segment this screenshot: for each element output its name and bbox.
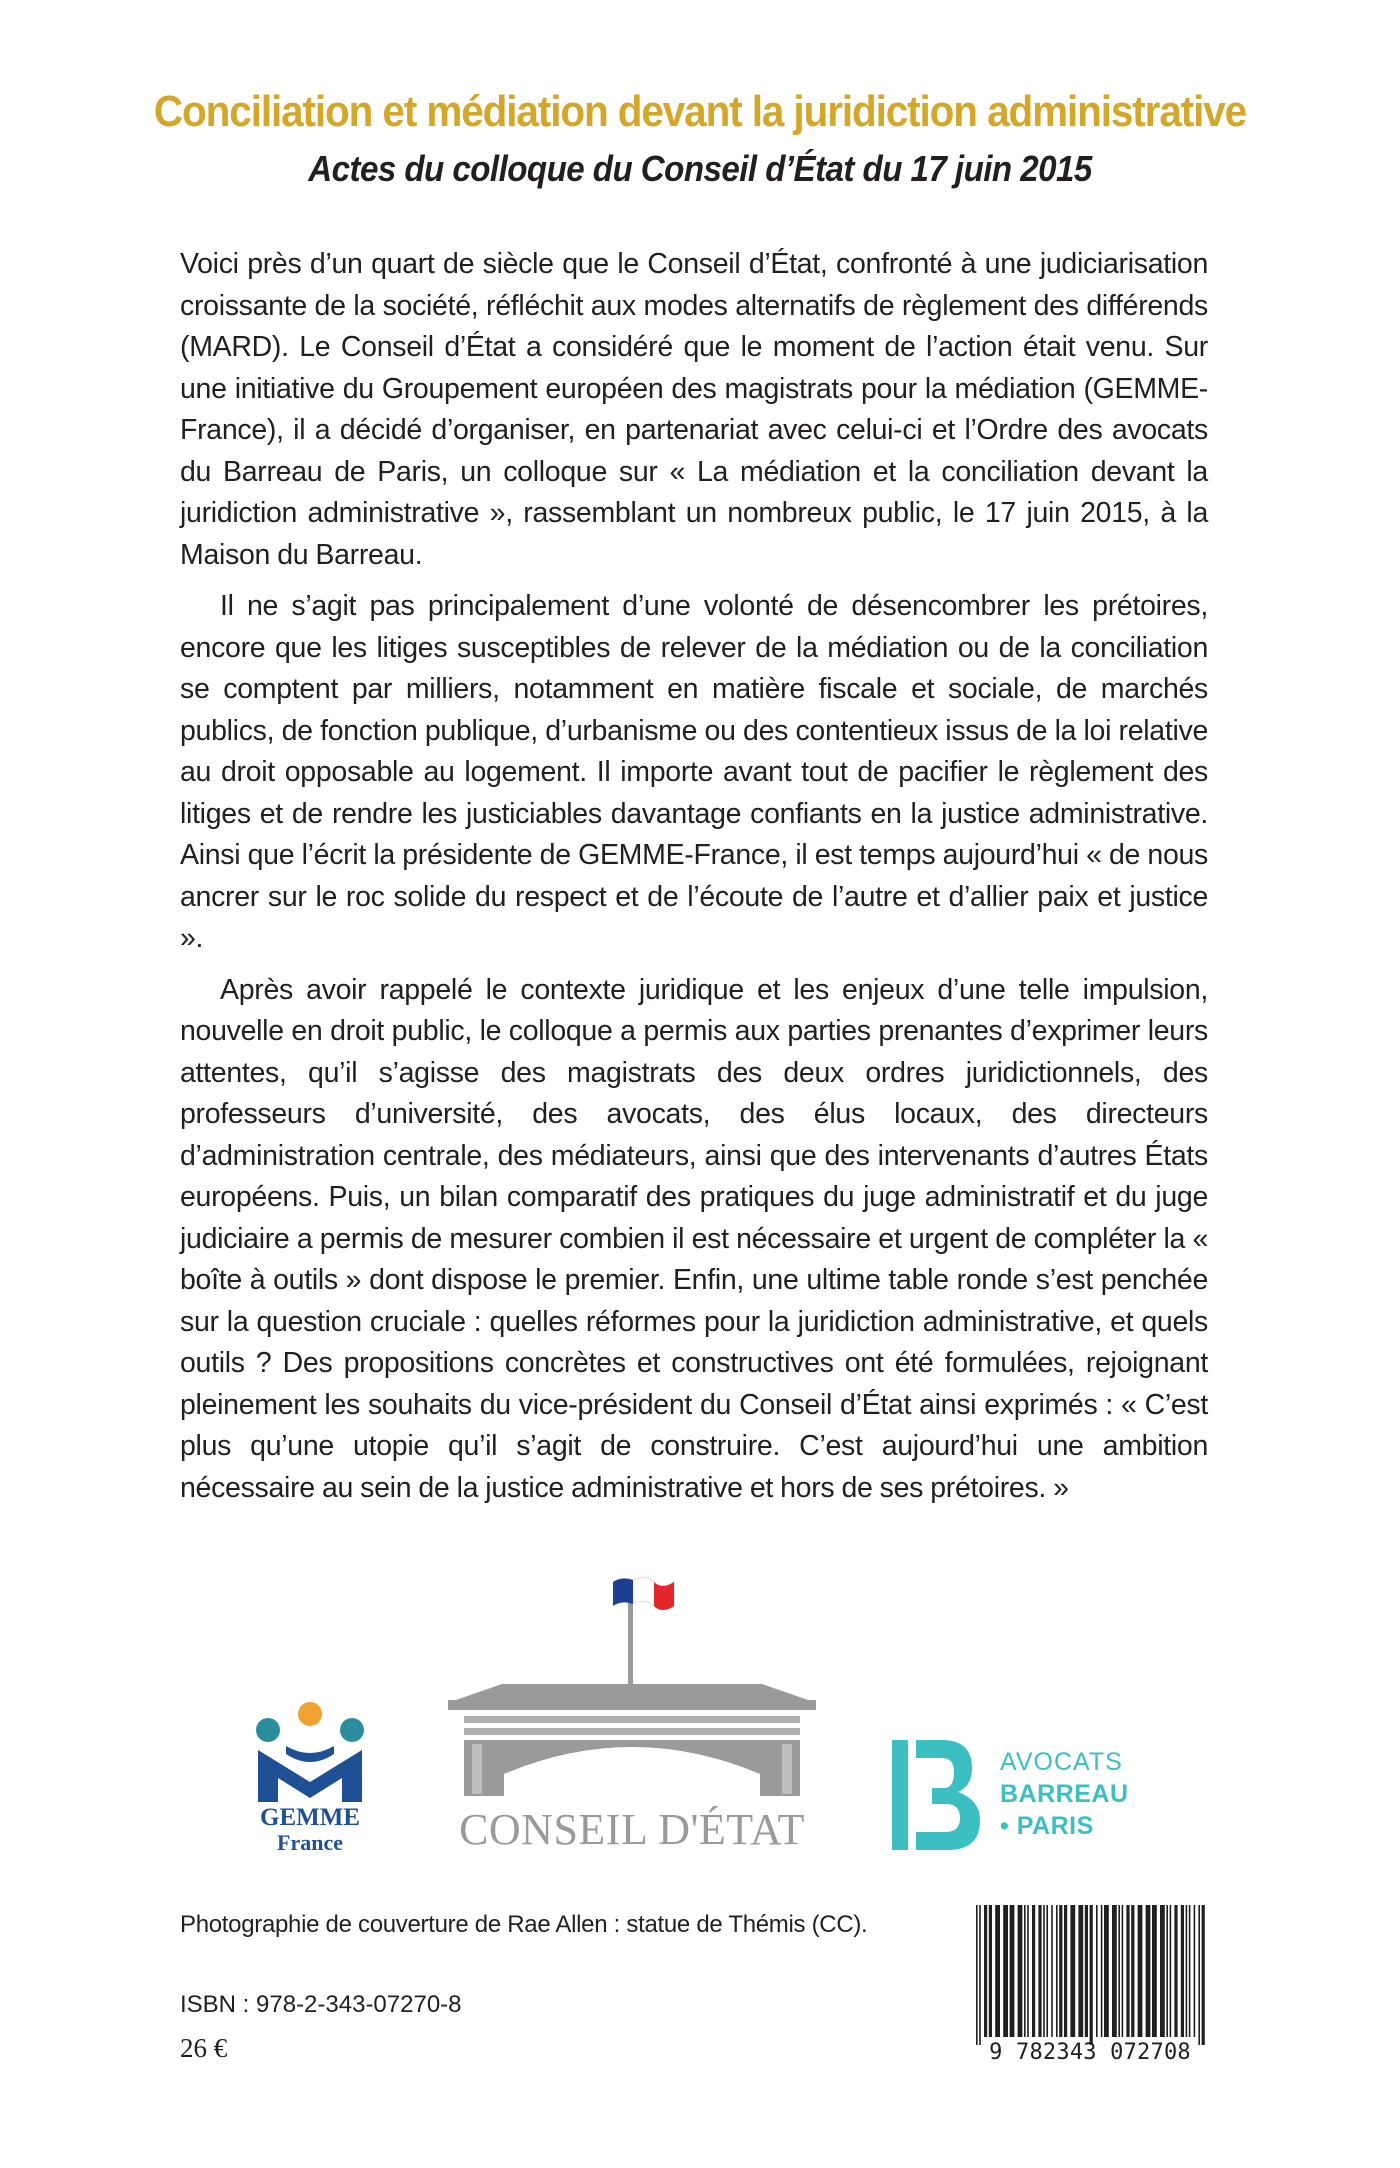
gemme-france-logo <box>250 1700 370 1855</box>
book-title: Conciliation et médiation devant la juridiction administrative <box>153 87 1247 136</box>
conseil-etat-building-icon <box>442 1560 822 1800</box>
barreau-b-icon <box>892 1740 992 1850</box>
barcode-number: 9 782343 072708 <box>989 2040 1191 2065</box>
barreau-label: BARREAU <box>1000 1780 1129 1808</box>
price: 26 € <box>180 2033 228 2063</box>
book-subtitle: Actes du colloque du Conseil d’État du 17 juin 2015 <box>308 148 1092 189</box>
avocats-label: AVOCATS <box>1000 1748 1123 1776</box>
conseil-etat-logo <box>442 1560 822 1860</box>
paragraph-2: Il ne s’agit pas principalement d’une volonté de désencombrer les prétoires, encore que les litiges susceptibles de relever de la médiation ou de la conciliation se comptent par milliers, notamment en matière fiscale et sociale, de marchés publics, de fonction publique, d’urbanisme ou des contentieux issus de la loi relative au droit opposable au logement. Il importe avant tout de pacifier le règlement des litiges et de rendre les justiciables davantage confiants en la justice administrative. Ainsi que l’écrit la présidente de GEMME-France, il est temps aujourd’hui « de nous ancrer sur le roc solide du respect et de l’écoute de l’autre et d’allier paix et justice ». <box>180 590 1208 954</box>
paris-label: • PARIS <box>1000 1812 1094 1840</box>
gemme-emblem-icon <box>250 1700 370 1804</box>
gemme-label: GEMME <box>260 1804 360 1831</box>
gemme-france-label: France <box>277 1830 343 1855</box>
paragraph-3: Après avoir rappelé le contexte juridique et les enjeux d’une telle impulsion, nouvelle en droit public, le colloque a permis aux parties prenantes d’exprimer leurs attentes, qu’il s’agisse des magistrats des deux ordres juridictionnels, des professeurs d’université, des avocats, des élus locaux, des directeurs d’administration centrale, des médiateurs, ainsi que des intervenants d’autres États européens. Puis, un bilan comparatif des pratiques du juge administratif et du juge judiciaire a permis de mesurer combien il est nécessaire et urgent de compléter la « boîte à outils » dont dispose le premier. Enfin, une ultime table ronde s’est penchée sur la question cruciale : quelles réformes pour la juridiction administrative, et quels outils ? Des propositions concrètes et constructives ont été formulées, rejoignant pleinement les souhaits du vice-président du Conseil d’État ainsi exprimés : « C’est plus qu’une utopie qu’il s’agit de construire. C’est aujourd’hui une ambition nécessaire au sein de la justice administrative et hors de ses prétoires. » <box>180 973 1208 1504</box>
paragraph-1: Voici près d’un quart de siècle que le Conseil d’État, confronté à une judiciarisation croissante de la société, réfléchit aux modes alternatifs de règlement des différends (MARD). Le Conseil d’État a considéré que le moment de l’action était venu. Sur une initiative du Groupement européen des magistrats pour la médiation (GEMME-France), il a décidé d’organiser, en partenariat avec celui-ci et l’Ordre des avocats du Barreau de Paris, un colloque sur « La médiation et la conciliation devant la juridiction administrative », rassemblant un nombreux public, le 17 juin 2015, à la Maison du Barreau. <box>180 248 1208 571</box>
photo-credit: Photographie de couverture de Rae Allen : statue de Thémis (CC). <box>180 1911 868 1938</box>
back-cover-text <box>180 244 1208 1509</box>
isbn: ISBN : 978-2-343-07270-8 <box>180 1991 462 2018</box>
barcode-icon <box>970 1900 1210 2050</box>
conseil-etat-label: CONSEIL D'ÉTAT <box>459 1805 805 1854</box>
avocats-barreau-paris-logo <box>892 1740 1152 1860</box>
